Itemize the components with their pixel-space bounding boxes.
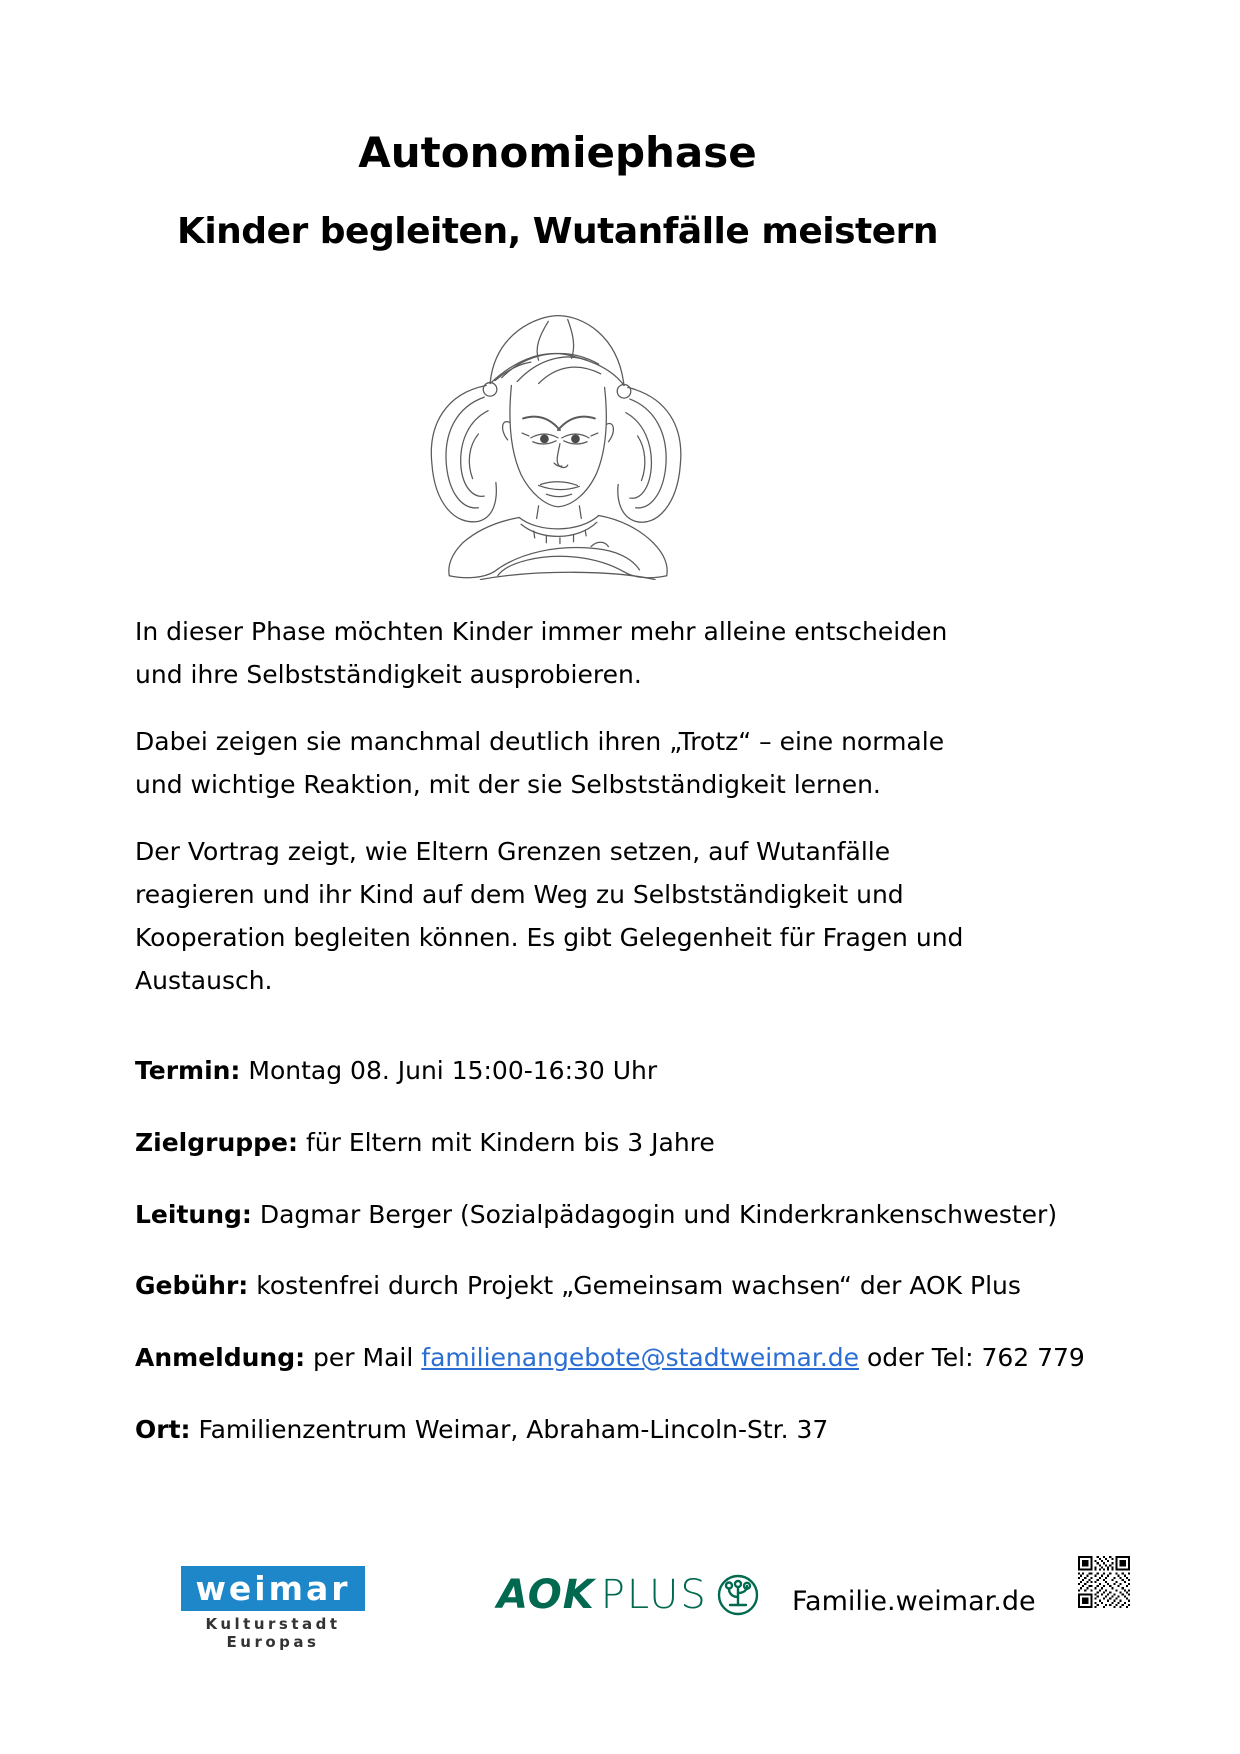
weimar-logo-tagline: Kulturstadt Europas bbox=[205, 1615, 341, 1651]
paragraph-3: Der Vortrag zeigt, wie Eltern Grenzen setzen, auf Wutanfälle reagieren und ihr Kind auf dem Weg zu Selbstständigkeit und Kooperation begleiten können. Es gibt Gelegenheit für Fragen und Austausch. bbox=[135, 837, 964, 995]
leitung-label: Leitung: bbox=[135, 1199, 252, 1229]
ort-label: Ort: bbox=[135, 1414, 191, 1444]
weimar-logo-wordmark: weimar bbox=[181, 1566, 365, 1611]
gebuehr-value: kostenfrei durch Projekt „Gemeinsam wachsen“ der AOK Plus bbox=[248, 1271, 1021, 1301]
detail-ort bbox=[135, 1413, 1135, 1447]
anmeldung-label: Anmeldung: bbox=[135, 1343, 306, 1372]
weimar-logo bbox=[181, 1566, 365, 1651]
aok-plus-text: PLUS bbox=[600, 1572, 708, 1618]
termin-label: Termin: bbox=[135, 1056, 241, 1085]
qr-code bbox=[1078, 1556, 1130, 1608]
detail-anmeldung bbox=[135, 1341, 1135, 1375]
aok-plus-logo bbox=[497, 1572, 760, 1618]
aok-tree-icon bbox=[716, 1573, 760, 1617]
detail-gebuehr bbox=[135, 1269, 1135, 1303]
page-title: Autonomiephase bbox=[358, 128, 757, 177]
detail-termin bbox=[135, 1054, 1135, 1088]
illustration-container bbox=[135, 288, 980, 584]
zielgruppe-label: Zielgruppe: bbox=[135, 1127, 298, 1157]
body-text bbox=[135, 610, 980, 1002]
anmeldung-post: oder Tel: 762 779 bbox=[859, 1343, 1085, 1372]
angry-child-sketch-illustration bbox=[393, 288, 723, 580]
gebuehr-label: Gebühr: bbox=[135, 1271, 249, 1301]
ort-value: Familienzentrum Weimar, Abraham-Lincoln-Str. 37 bbox=[190, 1414, 829, 1444]
anmeldung-pre: per Mail bbox=[305, 1343, 422, 1372]
flyer-content bbox=[135, 128, 1085, 1485]
event-details bbox=[135, 1054, 1135, 1447]
email-link[interactable]: familienangebote@stadtweimar.de bbox=[421, 1343, 860, 1372]
detail-zielgruppe bbox=[135, 1126, 1135, 1160]
aok-logo-text: AOK bbox=[497, 1572, 595, 1618]
paragraph-2: Dabei zeigen sie manchmal deutlich ihren „Trotz“ – eine normale und wichtige Reaktion, mit der sie Selbstständigkeit lernen. bbox=[135, 727, 945, 799]
paragraph-1: In dieser Phase möchten Kinder immer mehr alleine entscheiden und ihre Selbstständigkeit ausprobieren. bbox=[135, 617, 948, 689]
page-subtitle: Kinder begleiten, Wutanfälle meistern bbox=[176, 211, 939, 252]
zielgruppe-value: für Eltern mit Kindern bis 3 Jahre bbox=[298, 1127, 715, 1157]
termin-value: Montag 08. Juni 15:00-16:30 Uhr bbox=[240, 1056, 658, 1085]
leitung-value: Dagmar Berger (Sozialpädagogin und Kinderkrankenschwester) bbox=[251, 1199, 1058, 1229]
website-url: Familie.weimar.de bbox=[792, 1586, 1036, 1617]
detail-leitung bbox=[135, 1198, 1135, 1232]
